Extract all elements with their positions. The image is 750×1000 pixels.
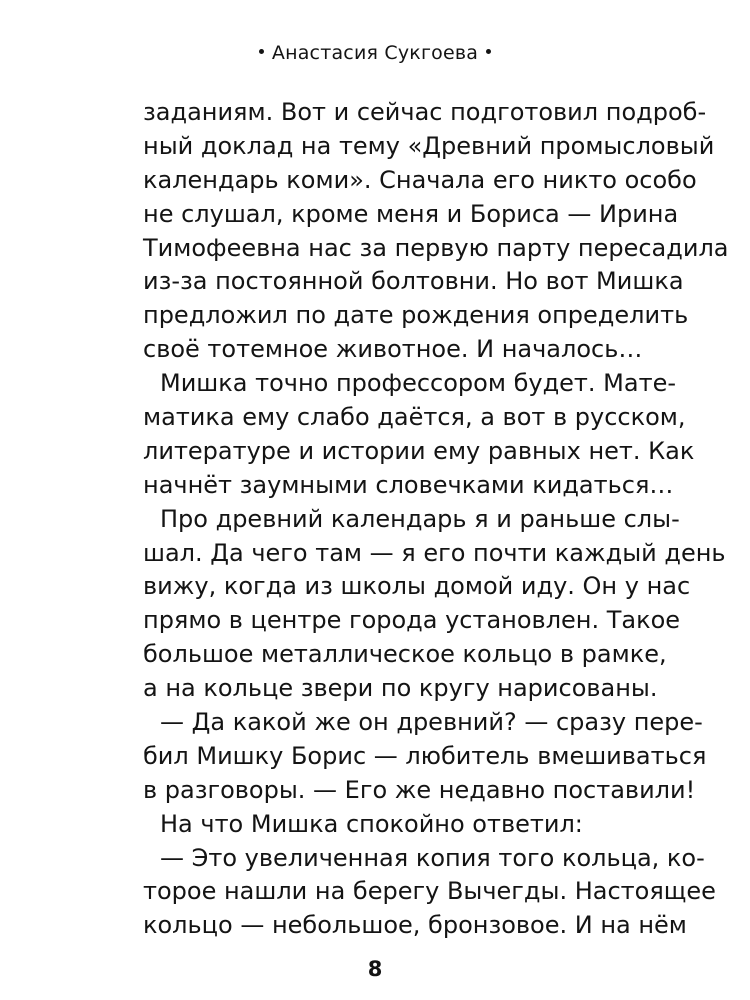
text-line: из-за постоянной болтовни. Но вот Мишка xyxy=(143,267,684,296)
text-line: большое металлическое кольцо в рамке, xyxy=(143,640,667,669)
text-line: кольцо — небольшое, бронзовое. И на нём xyxy=(143,911,687,940)
text-line: заданиям. Вот и сейчас подготовил подроб- xyxy=(143,98,707,126)
text-line: На что Мишка спокойно ответил: xyxy=(160,809,583,838)
body-text xyxy=(143,96,729,943)
author-name: Анастасия Сукгоева xyxy=(271,42,479,64)
text-line: литературе и истории ему равных нет. Как xyxy=(143,436,695,465)
text-line: — Это увеличенная копия того кольца, ко- xyxy=(160,843,705,872)
text-line: Мишка точно профессором будет. Мате- xyxy=(160,369,676,398)
page-number: 8 xyxy=(367,957,383,981)
text-line: Тимофеевна нас за первую парту пересадила xyxy=(143,233,729,262)
text-line: своё тотемное животное. И началось… xyxy=(143,335,643,364)
text-line: вижу, когда из школы домой иду. Он у нас xyxy=(143,572,691,601)
text-line: бил Мишку Борис — любитель вмешиваться xyxy=(143,741,707,770)
text-line: матика ему слабо даётся, а вот в русском, xyxy=(143,403,686,432)
text-line: а на кольце звери по кругу нарисованы. xyxy=(143,674,658,703)
text-line: Про древний календарь я и раньше слы- xyxy=(160,504,680,533)
header-bullet-left xyxy=(259,49,264,54)
text-line: в разговоры. — Его же недавно поставили! xyxy=(143,775,696,804)
text-line: шал. Да чего там — я его почти каждый день xyxy=(143,538,726,567)
text-line: календарь коми». Сначала его никто особо xyxy=(143,165,697,194)
text-line: не слушал, кроме меня и Бориса — Ирина xyxy=(143,199,679,228)
text-line: — Да какой же он древний? — сразу пере- xyxy=(160,708,703,737)
text-line: торое нашли на берегу Вычегды. Настоящее xyxy=(143,877,716,906)
text-line: начнёт заумными словечками кидаться… xyxy=(143,470,674,499)
text-line: прямо в центре города установлен. Такое xyxy=(143,606,681,635)
text-line: ный доклад на тему «Древний промысловый xyxy=(143,131,715,160)
header-bullet-right xyxy=(486,49,491,54)
text-line: предложил по дате рождения определить xyxy=(143,301,689,330)
running-header xyxy=(0,40,750,66)
